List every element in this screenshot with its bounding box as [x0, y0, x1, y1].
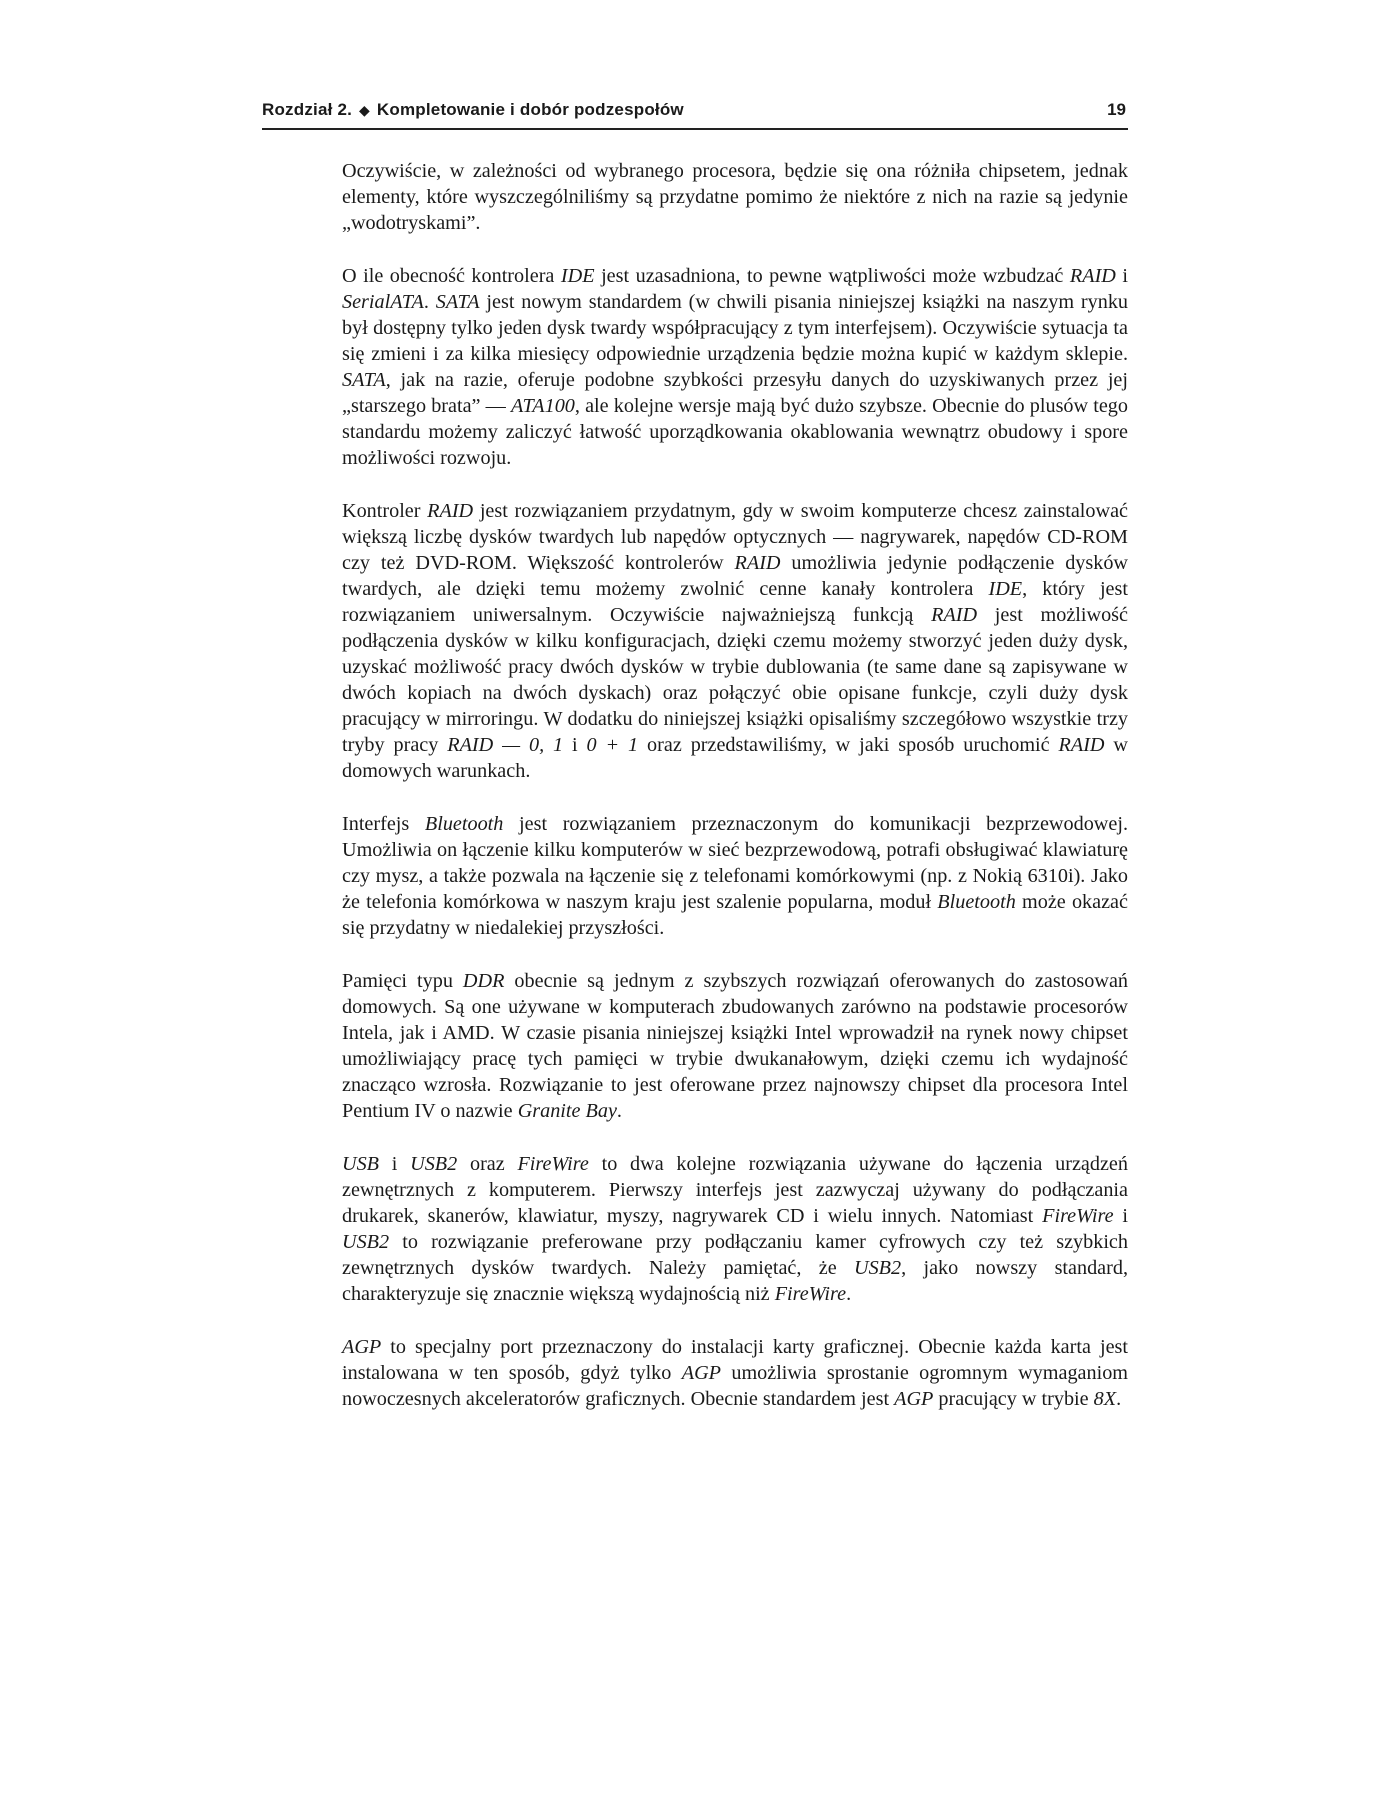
text-run: Oczywiście, w zależności od wybranego procesora, będzie się ona różniła chipsetem, jednak elementy, które wyszczególniliśmy są przydatne pomimo że niektóre z nich na razie są jedynie „wodotryskami”.	[342, 160, 1128, 234]
italic-term: FireWire	[517, 1153, 589, 1175]
text-run: Pamięci typu	[342, 970, 463, 992]
chapter-heading	[262, 100, 684, 120]
text-run: oraz	[457, 1153, 518, 1175]
paragraph	[342, 263, 1128, 471]
body-text	[342, 158, 1128, 1439]
text-run: oraz przedstawiliśmy, w jaki sposób uruchomić	[638, 734, 1059, 756]
text-run: może okazać się przydatny w niedalekiej przyszłości.	[342, 891, 1128, 939]
text-run: umożliwia jedynie podłączenie dysków twardych, ale dzięki temu możemy zwolnić cenne kanały kontrolera	[342, 552, 1128, 600]
text-run: , jak na razie, oferuje podobne szybkości przesyłu danych do uzyskiwanych przez jej „starszego brata” —	[342, 369, 1128, 417]
text-run: to specjalny port przeznaczony do instalacji karty graficznej. Obecnie każda karta jest instalowana w ten sposób, gdyż tylko	[342, 1336, 1128, 1384]
text-run: , ale kolejne wersje mają być dużo szybsze. Obecnie do plusów tego standardu możemy zaliczyć łatwość uporządkowania okablowania wewnątrz obudowy i spore możliwości rozwoju.	[342, 395, 1128, 469]
italic-term: USB	[342, 1153, 380, 1175]
text-run: .	[616, 1100, 622, 1122]
italic-term: IDE	[988, 578, 1023, 600]
text-run: jest możliwość podłączenia dysków w kilku konfiguracjach, dzięki czemu możemy stworzyć jeden duży dysk, uzyskać możliwość pracy dwóch dysków w trybie dublowania (te same dane są zapisywane w dwóch kopiach na dwóch dyskach) oraz połączyć obie opisane funkcje, czyli duży dysk pracujący w mirroringu. W dodatku do niniejszej książki opisaliśmy szczegółowo wszystkie trzy tryby pracy	[342, 604, 1128, 756]
italic-term: AGP	[681, 1362, 721, 1384]
diamond-icon: ◆	[359, 102, 370, 118]
text-run: jest uzasadniona, to pewne wątpliwości może wzbudzać	[594, 265, 1070, 287]
italic-term: USB2	[342, 1231, 390, 1253]
text-run: .	[1116, 1388, 1122, 1410]
paragraph	[342, 968, 1128, 1124]
page-number: 19	[1107, 100, 1126, 119]
running-header	[262, 98, 1128, 130]
italic-term: USB2	[854, 1257, 902, 1279]
paragraph	[342, 1151, 1128, 1307]
italic-term: RAID	[734, 552, 781, 574]
text-run: w domowych warunkach.	[342, 734, 1128, 782]
italic-term: RAID	[931, 604, 978, 626]
text-run: pracujący w trybie	[933, 1388, 1094, 1410]
italic-term: IDE	[560, 265, 595, 287]
italic-term: SATA	[435, 291, 480, 313]
paragraph	[342, 811, 1128, 941]
text-run: i	[379, 1153, 411, 1175]
italic-term: USB2	[410, 1153, 458, 1175]
chapter-title: Kompletowanie i dobór podzespołów	[376, 100, 684, 119]
paragraph	[342, 158, 1128, 236]
text-run: .	[423, 291, 436, 313]
italic-term: FireWire	[774, 1283, 847, 1305]
text-run: O ile obecność kontrolera	[342, 265, 561, 287]
italic-term: AGP	[894, 1388, 934, 1410]
text-run: jest rozwiązaniem przeznaczonym do komunikacji bezprzewodowej. Umożliwia on łączenie kilku komputerów w sieć bezprzewodową, potrafi obsługiwać klawiaturę czy mysz, a także pozwala na łączenie się z telefonami komórkowymi (np. z Nokią 6310i). Jako że telefonia komórkowa w naszym kraju jest szalenie popularna, moduł	[342, 813, 1128, 913]
text-run: jest rozwiązaniem przydatnym, gdy w swoim komputerze chcesz zainstalować większą liczbę dysków twardych lub napędów optycznych — nagrywarek, napędów CD-ROM czy też DVD-ROM. Większość kontrolerów	[342, 500, 1129, 574]
text-run: i	[1113, 1205, 1128, 1227]
text-run: i	[1115, 265, 1129, 287]
text-run: .	[846, 1283, 852, 1305]
text-run: , który jest rozwiązaniem uniwersalnym. Oczywiście najważniejszą funkcją	[342, 578, 1128, 626]
italic-term: 8X	[1093, 1388, 1117, 1410]
italic-term: RAID — 0, 1	[447, 734, 564, 756]
paragraph	[342, 498, 1128, 784]
chapter-label: Rozdział 2.	[262, 100, 353, 119]
text-run: obecnie są jednym z szybszych rozwiązań oferowanych do zastosowań domowych. Są one używane w komputerach zbudowanych zarówno na podstawie procesorów Intela, jak i AMD. W czasie pisania niniejszej książki Intel wprowadził na rynek nowy chipset umożliwiający pracę tych pamięci w trybie dwukanałowym, dzięki czemu ich wydajność znacząco wzrosła. Rozwiązanie to jest oferowane przez najnowszy chipset dla procesora Intel Pentium IV o nazwie	[342, 970, 1128, 1122]
italic-term: DDR	[462, 970, 505, 992]
text-run: Interfejs	[342, 813, 425, 835]
text-run: to dwa kolejne rozwiązania używane do łączenia urządzeń zewnętrznych z komputerem. Pierwszy interfejs jest zazwyczaj używany do podłączania drukarek, skanerów, klawiatur, myszy, nagrywarek CD i wielu innych. Natomiast	[342, 1153, 1128, 1227]
italic-term: Granite Bay	[517, 1100, 617, 1122]
italic-term: RAID	[427, 500, 474, 522]
text-run: jest nowym standardem (w chwili pisania niniejszej książki na naszym rynku był dostępny tylko jeden dysk twardy współpracujący z tym interfejsem). Oczywiście sytuacja ta się zmieni i za kilka miesięcy odpowiednie urządzenia będzie można kupić w każdym sklepie.	[342, 291, 1129, 365]
italic-term: RAID	[1069, 265, 1116, 287]
italic-term: Bluetooth	[937, 891, 1016, 913]
italic-term: AGP	[342, 1336, 382, 1358]
text-run: i	[563, 734, 587, 756]
paragraph	[342, 1334, 1128, 1412]
text-run: , jako nowszy standard, charakteryzuje się znacznie większą wydajnością niż	[342, 1257, 1128, 1305]
italic-term: RAID	[1058, 734, 1105, 756]
text-run: umożliwia sprostanie ogromnym wymaganiom nowoczesnych akceleratorów graficznych. Obecnie standardem jest	[342, 1362, 1128, 1410]
italic-term: 0 + 1	[586, 734, 639, 756]
italic-term: SerialATA	[342, 291, 424, 313]
italic-term: FireWire	[1042, 1205, 1114, 1227]
italic-term: SATA	[342, 369, 386, 391]
text-run: Kontroler	[342, 500, 428, 522]
text-run: to rozwiązanie preferowane przy podłączaniu kamer cyfrowych czy też szybkich zewnętrznych dysków twardych. Należy pamiętać, że	[342, 1231, 1128, 1279]
italic-term: ATA100	[510, 395, 575, 417]
italic-term: Bluetooth	[424, 813, 504, 835]
